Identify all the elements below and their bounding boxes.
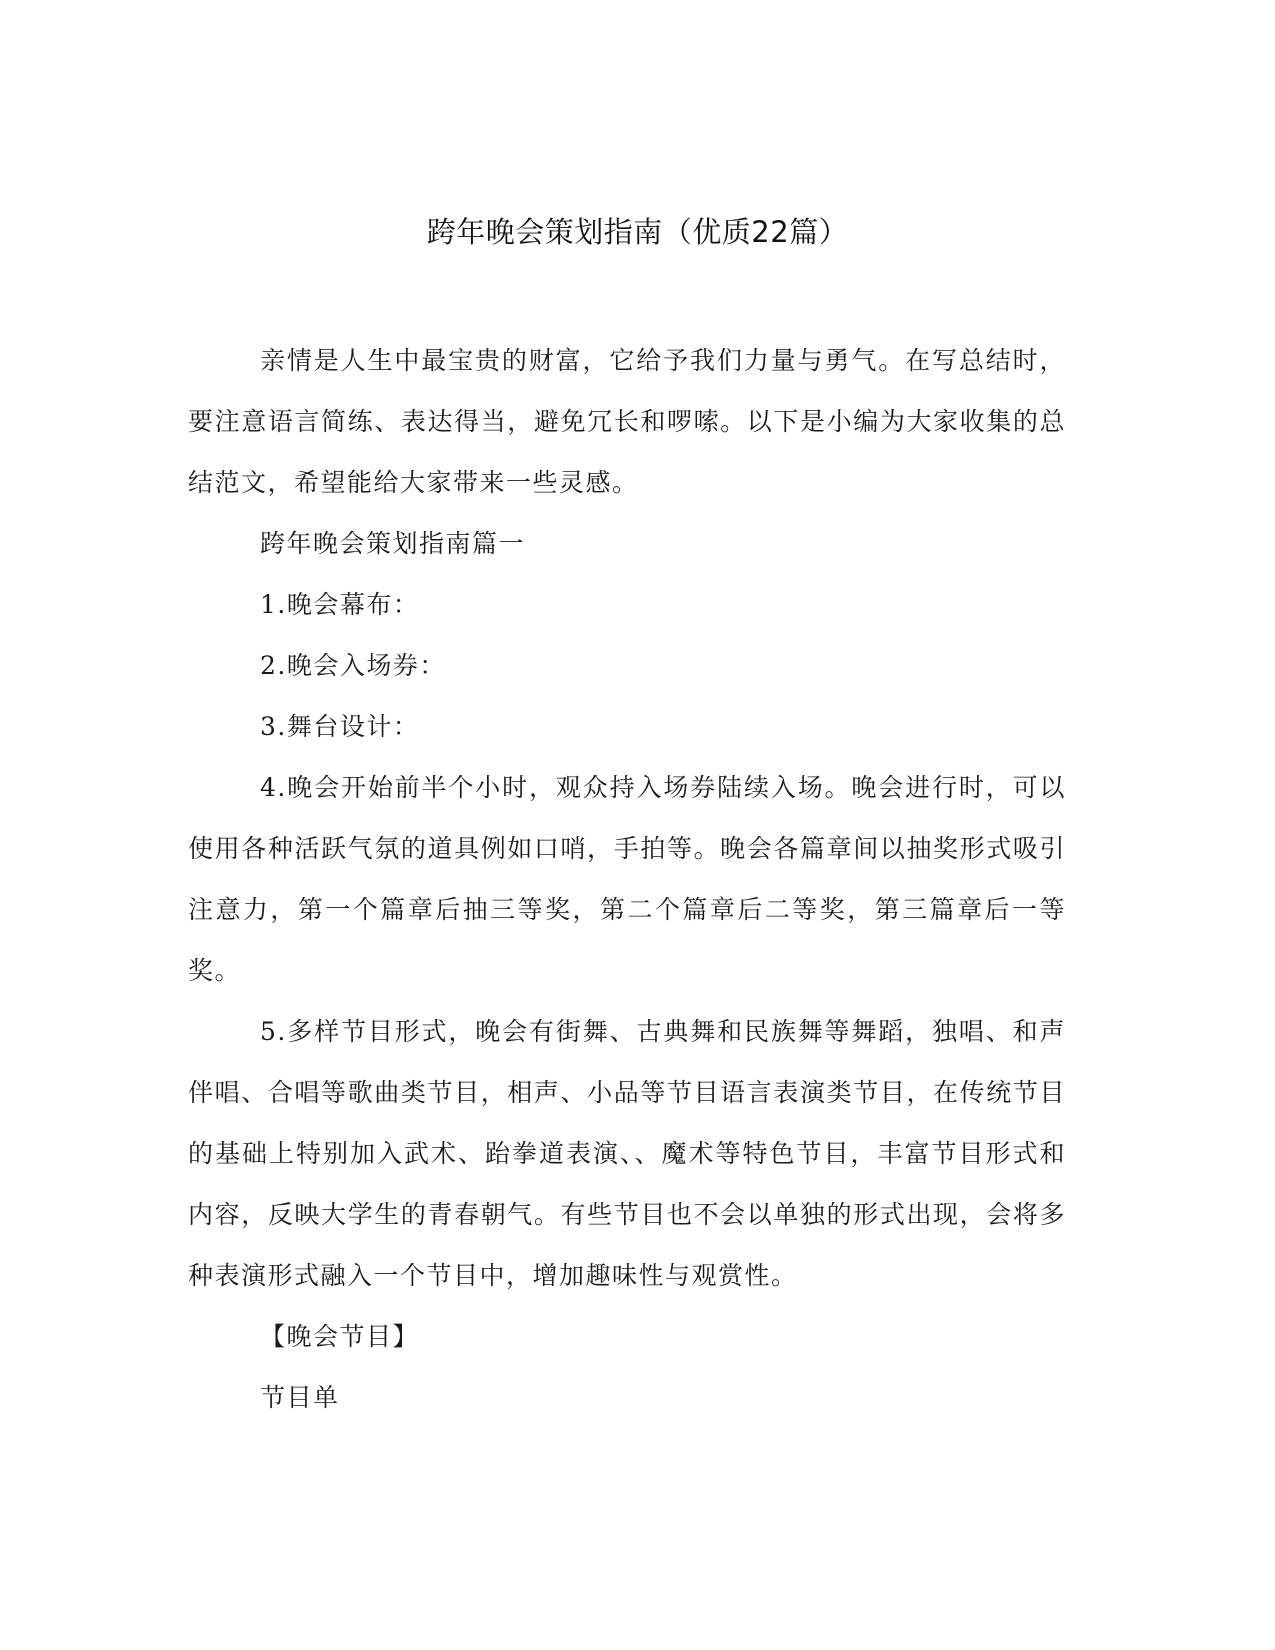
list-item-4: 4.晚会开始前半个小时，观众持入场券陆续入场。晚会进行时，可以使用各种活跃气氛的道具例如口哨，手拍等。晚会各篇章间以抽奖形式吸引注意力，第一个篇章后抽三等奖，第二个篇章后二等奖，第三篇章后一等奖。 [188,773,1066,985]
list-item-5: 5.多样节目形式，晚会有街舞、古典舞和民族舞等舞蹈，独唱、和声伴唱、合唱等歌曲类节目，相声、小品等节目语言表演类节目，在传统节目的基础上特别加入武术、跆拳道表演、、魔术等特色节目，丰富节目形式和内容，反映大学生的青春朝气。有些节目也不会以单独的形式出现，会将多种表演形式融入一个节目中，增加趣味性与观赏性。 [188,1017,1066,1290]
intro-paragraph: 亲情是人生中最宝贵的财富，它给予我们力量与勇气。在写总结时，要注意语言简练、表达得当，避免冗长和啰嗦。以下是小编为大家收集的总结范文，希望能给大家带来一些灵感。 [188,346,1066,497]
section-heading: 跨年晚会策划指南篇一 [260,529,526,558]
program-list-label: 节目单 [260,1383,340,1412]
document-title: 跨年晚会策划指南（优质22篇） [426,215,849,249]
list-item-3: 3.舞台设计： [260,712,420,741]
list-item-1: 1.晚会幕布： [260,590,420,619]
document-body [188,330,1066,1428]
list-item-2: 2.晚会入场券： [260,651,446,680]
program-heading: 【晚会节目】 [260,1322,420,1351]
